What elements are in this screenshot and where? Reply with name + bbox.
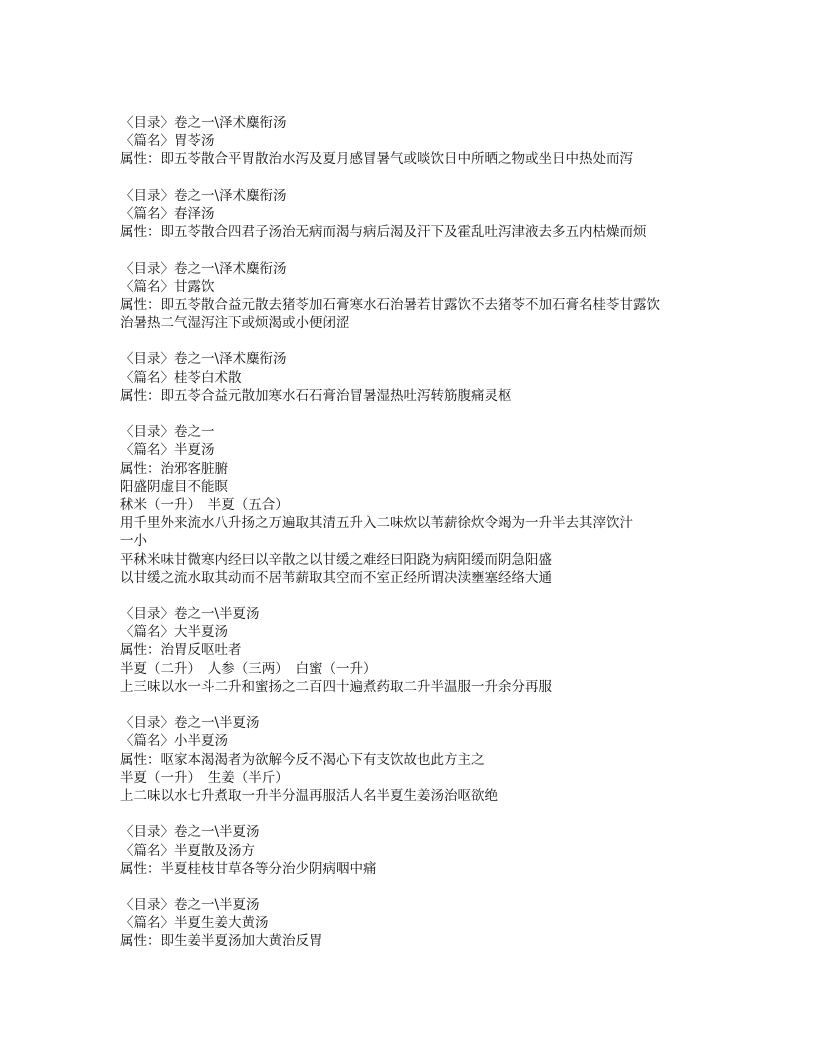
entry-title: 〈篇名〉半夏散及汤方 — [120, 842, 255, 859]
entry-text-line: 秫米（一升） 半夏（五合） — [120, 496, 289, 513]
entry-catalog: 〈目录〉卷之一 — [120, 424, 215, 441]
entry-text-line: 用千里外来流水八升扬之万遍取其清五升入二味炊以苇薪徐炊令竭为一升半去其滓饮汁 — [120, 515, 633, 532]
entry-title: 〈篇名〉桂苓白术散 — [120, 369, 242, 386]
entry-attribute: 属性：呕家本渴渴者为欲解今反不渴心下有支饮故也此方主之 — [120, 751, 485, 768]
entry-attribute: 属性：即五苓散合四君子汤治无病而渴与病后渴及汗下及霍乱吐泻津液去多五内枯燥而烦 — [120, 224, 647, 241]
entry-catalog: 〈目录〉卷之一\泽术麋衔汤 — [120, 351, 287, 368]
document-entry — [120, 350, 720, 405]
entry-title: 〈篇名〉半夏汤 — [120, 442, 215, 459]
entry-catalog: 〈目录〉卷之一\泽术麋衔汤 — [120, 260, 287, 277]
entry-title: 〈篇名〉甘露饮 — [120, 278, 215, 295]
document-entry — [120, 260, 720, 333]
entry-catalog: 〈目录〉卷之一\半夏汤 — [120, 897, 260, 914]
entry-title: 〈篇名〉半夏生姜大黄汤 — [120, 915, 269, 932]
entry-catalog: 〈目录〉卷之一\泽术麋衔汤 — [120, 187, 287, 204]
entry-text-line: 治暑热二气湿泻注下或烦渴或小便闭涩 — [120, 315, 350, 332]
entry-title: 〈篇名〉大半夏汤 — [120, 624, 228, 641]
entry-attribute: 属性：半夏桂枝甘草各等分治少阴病咽中痛 — [120, 860, 377, 877]
entry-title: 〈篇名〉春泽汤 — [120, 205, 215, 222]
entry-attribute: 属性：治邪客脏腑 — [120, 460, 228, 477]
document-entry — [120, 187, 720, 242]
entry-text-line: 阳盛阴虚目不能瞑 — [120, 478, 228, 495]
entry-attribute: 属性：即五苓散合平胃散治水泻及夏月感冒暑气或啖饮日中所晒之物或坐日中热处而泻 — [120, 151, 633, 168]
document-entry — [120, 114, 720, 169]
entry-catalog: 〈目录〉卷之一\半夏汤 — [120, 715, 260, 732]
entry-text-line: 半夏（一升） 生姜（半斤） — [120, 769, 289, 786]
entry-title: 〈篇名〉小半夏汤 — [120, 733, 228, 750]
entry-catalog: 〈目录〉卷之一\半夏汤 — [120, 606, 260, 623]
document-body — [120, 114, 720, 969]
entry-title: 〈篇名〉胃苓汤 — [120, 133, 215, 150]
document-entry — [120, 823, 720, 878]
entry-text-line: 以甘缓之流水取其动而不居苇薪取其空而不室正经所谓决渎壅塞经络大通 — [120, 569, 552, 586]
document-entry — [120, 605, 720, 696]
entry-attribute: 属性：即五苓散合益元散去猪苓加石膏寒水石治暑若甘露饮不去猪苓不加石膏名桂苓甘露饮 — [120, 296, 660, 313]
document-entry — [120, 714, 720, 805]
entry-catalog: 〈目录〉卷之一\泽术麋衔汤 — [120, 115, 287, 131]
entry-text-line: 半夏（二升） 人参（三两） 白蜜（一升） — [120, 660, 377, 677]
entry-text-line: 上二味以水七升煮取一升半分温再服活人名半夏生姜汤治呕欲绝 — [120, 787, 498, 804]
entry-attribute: 属性：治胃反呕吐者 — [120, 642, 242, 659]
entry-text-line: 一小 — [120, 533, 147, 550]
entry-text-line: 上三味以水一斗二升和蜜扬之二百四十遍煮药取二升半温服一升余分再服 — [120, 678, 552, 695]
entry-catalog: 〈目录〉卷之一\半夏汤 — [120, 824, 260, 841]
entry-attribute: 属性：即五苓合益元散加寒水石石膏治冒暑湿热吐泻转筋腹痛灵枢 — [120, 387, 512, 404]
entry-attribute: 属性：即生姜半夏汤加大黄治反胃 — [120, 933, 323, 950]
entry-text-line: 平秫米味甘微寒内经曰以辛散之以甘缓之难经曰阳跷为病阳缓而阴急阳盛 — [120, 551, 552, 568]
document-entry — [120, 423, 720, 587]
document-entry — [120, 896, 720, 951]
